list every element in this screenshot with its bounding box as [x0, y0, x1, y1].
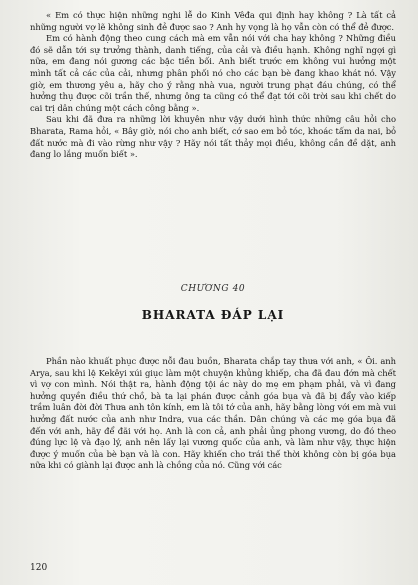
chapter-title: BHARATA ĐÁP LẠI — [141, 308, 285, 322]
bottom-text-block — [30, 356, 396, 472]
top-text-block — [30, 10, 396, 280]
chapter-number: CHƯƠNG 40 — [180, 284, 246, 294]
paragraph: Phần nào khuất phục được nỗi đau buồn, Bharata chắp tay thưa với anh, « Ôi. anh Arya, sau khi lệ Kekêyi xúi giục làm một chuyện khủng khiếp, cha đã đau đớn mà chết vì vợ con mình. Nói thật ra, hành động tội ác này do mẹ em phạm phải, và vì đang hưởng quyền điều thứ chồ, bà ta lại phán được cảnh góa bụa và đã bị đẩy vào kiếp trầm luân đời đời Thưa anh tôn kính, em là tôi tớ của anh, hãy bằng lòng với em mà vui hưởng đất nước của anh như Indra, vua các thần. Dân chúng và các mẹ góa bụa đã đến với anh, hãy để đãi với họ. Anh là con cả, anh phải ủng phong vương, do đó theo đúng lực lệ và đạo lý, anh nên lấy lại vương quốc của anh, và làm như vậy, thực hiện được ý muốn của bè bạn và là con. Hãy khiến cho trái thế thời không còn bị góa bụa nữa khi có giành lại được anh là chồng của nó. Cũng với các — [30, 356, 396, 471]
paragraph: « Em có thực hiện những nghi lễ do Kinh Vêđa qui định hay không ? Là tất cả những người vợ lẽ không sinh đẻ được sao ? Anh hy vọng là họ vẫn còn có thể đẻ được. — [30, 10, 396, 32]
paragraph: Em có hành động theo cung cách mà em vẫn nói với cha hay không ? Những điều đó sẽ dẫn tới sự trưởng thành, danh tiếng, của cải và điều hạnh. Không nghĩ ngợi gì nữa, em đang nói gương các bậc tiền bối. Anh biết trước em không vui hưởng một mình tất cả các của cải, nhưng phân phối nó cho các bạn bè đang khao khát nó. Vậy giờ, em thương yêu a, hãy cho ý rằng nhà vua, người trung phạt đáu chúng, có thể hưởng thụ được cõi trần thế, nhưng ông ta cũng có thể đạt tới cõi trời sau khi chết do cai trị dân chúng một cách công bằng ». — [30, 33, 396, 113]
page-number: 120 — [30, 563, 48, 573]
paragraph: Sau khi đã đưa ra những lời khuyên như vậy dưới hình thức những câu hỏi cho Bharata, Rama hỏi, « Bây giờ, nói cho anh biết, cớ sao em bỏ tóc, khoác tấm da nai, bỏ đất nước mà đi vào rừng như vậy ? Hãy nói tất thảy mọi điều, không cần đề dặt, anh đang lo lắng muốn biết ». — [30, 114, 396, 160]
